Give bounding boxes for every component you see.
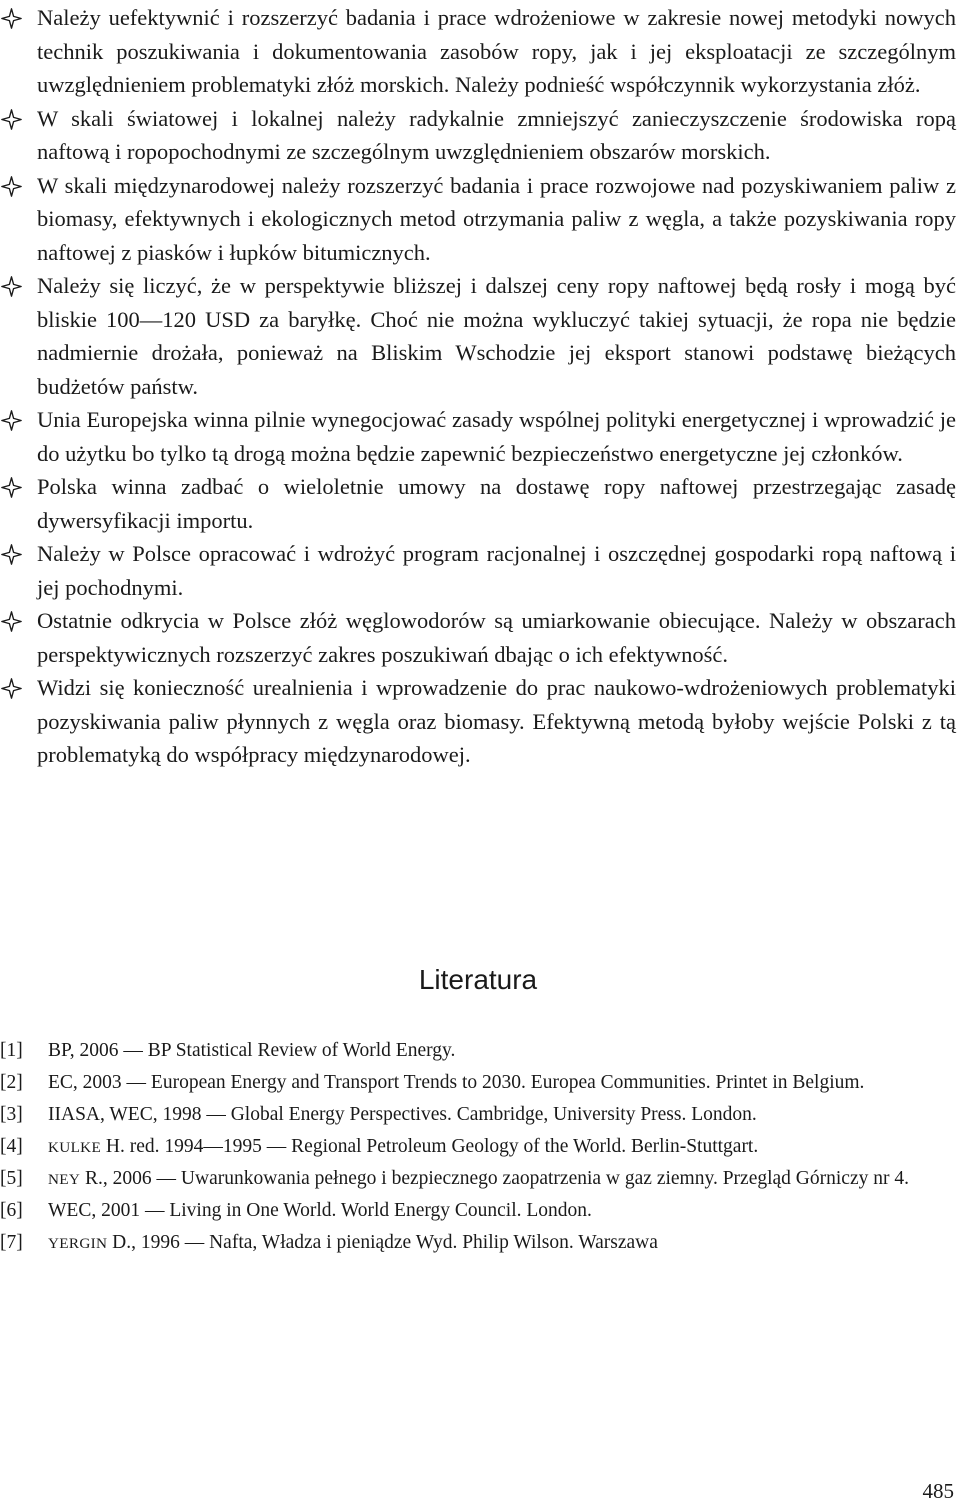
four-point-star-icon — [1, 176, 22, 197]
reference-item — [0, 1227, 956, 1259]
reference-text: WEC, 2001 — Living in One World. World Energy Council. London. — [48, 1200, 592, 1221]
reference-number: [4] — [0, 1136, 23, 1157]
list-item — [0, 269, 956, 403]
reference-text: IIASA, WEC, 1998 — Global Energy Perspectives. Cambridge, University Press. London. — [48, 1104, 757, 1125]
four-point-star-icon — [1, 109, 22, 130]
reference-item — [0, 1131, 956, 1163]
reference-text: D., 1996 — Nafta, Władza i pieniądze Wyd. Philip Wilson. Warszawa — [107, 1232, 658, 1253]
page-number: 485 — [922, 1479, 954, 1503]
four-point-star-icon — [1, 678, 22, 699]
reference-item — [0, 1195, 956, 1227]
literature-heading: Literatura — [418, 964, 538, 995]
reference-author: NEY — [48, 1171, 81, 1188]
reference-text: R., 2006 — Uwarunkowania pełnego i bezpiecznego zaopatrzenia w gaz ziemny. Przegląd Górniczy nr 4. — [80, 1168, 909, 1189]
bullet-text: Należy w Polsce opracować i wdrożyć program racjonalnej i oszczędnej gospodarki ropą naftową i jej pochodnymi. — [37, 541, 956, 600]
reference-number: [3] — [0, 1104, 23, 1125]
reference-number: [6] — [0, 1200, 23, 1221]
bullet-text: Należy się liczyć, że w perspektywie bliższej i dalszej ceny ropy naftowej będą rosły i mogą być bliskie 100—120 USD za baryłkę. Choć nie można wykluczyć takiej sytuacji, że ropa nie będzie nadmiernie drożała, ponieważ na Bliskim Wschodzie jej eksport stanowi podstawę bieżących budżetów państw. — [37, 273, 956, 399]
list-item — [0, 604, 956, 671]
reference-number: [7] — [0, 1232, 23, 1253]
four-point-star-icon — [1, 477, 22, 498]
reference-text: EC, 2003 — European Energy and Transport Trends to 2030. Europea Communities. Printet in Belgium. — [48, 1072, 865, 1093]
four-point-star-icon — [1, 276, 22, 297]
bullet-text: Należy uefektywnić i rozszerzyć badania i prace wdrożeniowe w zakresie nowej metodyki nowych technik poszukiwania i dokumentowania zasobów ropy, jak i jej eksploatacji ze szczególnym uwzględnieniem problematyki złóż morskich. Należy podnieść współczynnik wykorzystania złóż. — [37, 5, 956, 97]
list-item — [0, 470, 956, 537]
reference-text: BP, 2006 — BP Statistical Review of World Energy. — [48, 1040, 456, 1061]
reference-item — [0, 1099, 956, 1131]
reference-list — [0, 1035, 956, 1259]
list-item — [0, 102, 956, 169]
list-item — [0, 671, 956, 772]
list-item — [0, 169, 956, 270]
reference-number: [5] — [0, 1168, 23, 1189]
bullet-text: Widzi się konieczność urealnienia i wprowadzenie do prac naukowo-wdrożeniowych problematyki pozyskiwania paliw płynnych z węgla oraz biomasy. Efektywną metodą byłoby wejście Polski z tą problematyką do współpracy międzynarodowej. — [37, 675, 956, 767]
reference-author: YERGIN — [48, 1235, 108, 1252]
bullet-text: Unia Europejska winna pilnie wynegocjować zasady wspólnej polityki energetycznej i wprowadzić je do użytku bo tylko tą drogą można będzie zapewnić bezpieczeństwo energetyczne jej członków. — [37, 407, 956, 466]
list-item — [0, 1, 956, 102]
four-point-star-icon — [1, 544, 22, 565]
bullet-text: Ostatnie odkrycia w Polsce złóż węglowodorów są umiarkowanie obiecujące. Należy w obszarach perspektywicznych rozszerzyć zakres poszukiwań dbając o ich efektywność. — [37, 608, 956, 667]
list-item — [0, 403, 956, 470]
reference-text: H. red. 1994—1995 — Regional Petroleum Geology of the World. Berlin-Stuttgart. — [101, 1136, 759, 1157]
reference-item — [0, 1163, 956, 1195]
reference-item — [0, 1035, 956, 1067]
reference-author: KULKE — [48, 1139, 102, 1156]
list-item — [0, 537, 956, 604]
four-point-star-icon — [1, 611, 22, 632]
reference-item — [0, 1067, 956, 1099]
reference-number: [2] — [0, 1072, 23, 1093]
four-point-star-icon — [1, 410, 22, 431]
bullet-text: W skali światowej i lokalnej należy radykalnie zmniejszyć zanieczyszczenie środowiska ropą naftową i ropopochodnymi ze szczególnym uwzględnieniem obszarów morskich. — [37, 105, 956, 164]
bullet-text: Polska winna zadbać o wieloletnie umowy na dostawę ropy naftowej przestrzegając zasadę dywersyfikacji importu. — [37, 474, 956, 533]
bullet-text: W skali międzynarodowej należy rozszerzyć badania i prace rozwojowe nad pozyskiwaniem paliw z biomasy, efektywnych i ekologicznych metod otrzymania paliw z węgla, a także pozyskiwania ropy naftowej z piasków i łupków bitumicznych. — [37, 172, 956, 265]
reference-number: [1] — [0, 1040, 23, 1061]
four-point-star-icon — [1, 8, 22, 29]
